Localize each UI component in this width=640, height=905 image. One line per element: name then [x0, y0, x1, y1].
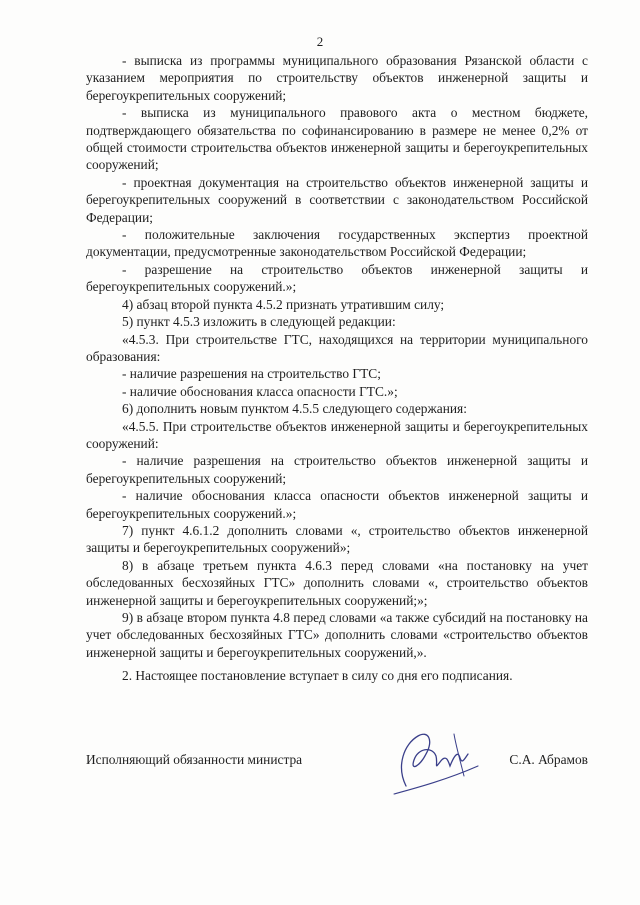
closing-paragraph: 2. Настоящее постановление вступает в силу со дня его подписания. — [122, 668, 513, 684]
page-number: 2 — [316, 34, 324, 49]
document-body — [86, 52, 588, 685]
signatory-title: Исполняющий обязанности министра — [86, 752, 303, 767]
body-paragraph: 5) пункт 4.5.3 изложить в следующей редакции: — [122, 314, 396, 330]
body-paragraph: 7) пункт 4.6.1.2 дополнить словами «, строительство объектов инженерной защиты и берегоукрепительных сооружений»; — [86, 522, 588, 556]
body-paragraph: - наличие обоснования класса опасности объектов инженерной защиты и берегоукрепительных сооружений.»; — [86, 488, 588, 521]
signatory-name: С.А. Абрамов — [509, 752, 588, 767]
body-paragraph: - проектная документация на строительство объектов инженерной защиты и берегоукрепительных сооружений в соответствии с законодательством Российской Федерации; — [86, 174, 588, 225]
body-paragraph: 4) абзац второй пункта 4.5.2 признать утратившим силу; — [122, 296, 445, 312]
body-paragraph: «4.5.5. При строительстве объектов инженерной защиты и берегоукрепительных сооружений: — [86, 418, 588, 451]
body-paragraph: - выписка из муниципального правового акта о местном бюджете, подтверждающего обязательства по софинансированию в размере не менее 0,2% от общей стоимости строительства объектов инженерной защиты и берегоукрепительных сооружений; — [86, 105, 588, 173]
body-paragraph: - наличие обоснования класса опасности ГТС.»; — [122, 383, 398, 399]
body-paragraph: 9) в абзаце втором пункта 4.8 перед словами «а также субсидий на постановку на учет обследованных бесхозяйных ГТС» дополнить словами «строительство объектов инженерной защиты и берегоукрепительных сооружений,». — [86, 610, 588, 660]
body-paragraph: «4.5.3. При строительстве ГТС, находящихся на территории муниципального образования: — [86, 331, 588, 364]
body-paragraph: - наличие разрешения на строительство ГТС; — [122, 366, 381, 382]
body-paragraph: - наличие разрешения на строительство объектов инженерной защиты и берегоукрепительных сооружений; — [86, 453, 588, 486]
body-paragraph: - положительные заключения государственных экспертиз проектной документации, предусмотренные законодательством Российской Федерации; — [86, 227, 588, 260]
handwritten-signature-icon — [376, 716, 486, 806]
body-paragraph: 6) дополнить новым пунктом 4.5.5 следующего содержания: — [122, 401, 467, 417]
body-paragraph: - выписка из программы муниципального образования Рязанской области с указанием мероприятия по строительству объектов инженерной защиты и берегоукрепительных сооружений; — [86, 53, 588, 103]
signature-block — [86, 748, 588, 808]
body-paragraph: - разрешение на строительство объектов инженерной защиты и берегоукрепительных сооружений.»; — [86, 261, 588, 295]
body-paragraph: 8) в абзаце третьем пункта 4.6.3 перед словами «на постановку на учет обследованных бесхозяйных ГТС» дополнить словами «, строительство объектов инженерной защиты и берегоукрепительных сооружений;»; — [86, 557, 588, 608]
